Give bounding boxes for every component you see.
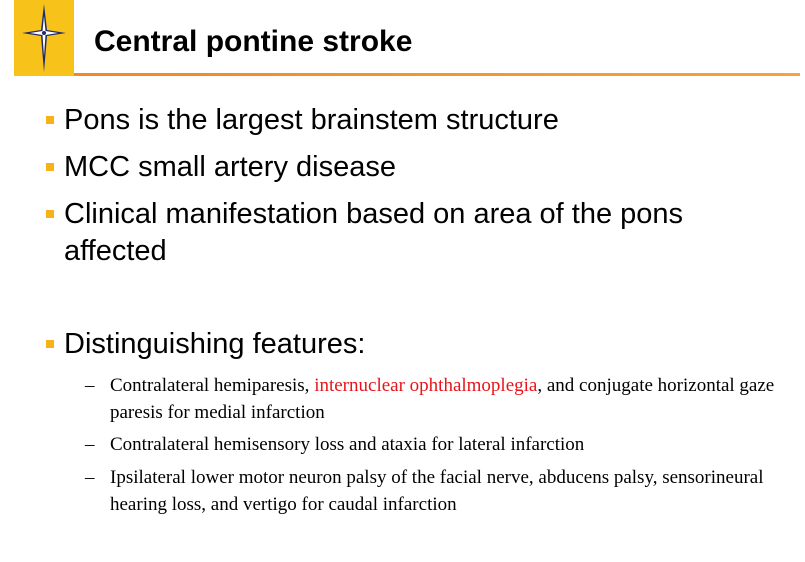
sub-bullet-text [110,375,774,423]
bullet-item [64,149,784,186]
sub-bullet-text: Contralateral hemisensory loss and ataxia for lateral infarction [110,434,585,455]
highlighted-term: internuclear ophthalmoplegia [314,375,538,396]
bullet-square-icon [46,116,54,124]
sub-bullet-item [85,464,780,518]
bullet-square-icon [46,210,54,218]
bullet-text: Pons is the largest brainstem structure [64,104,559,136]
compass-star-icon [14,0,74,76]
sub-bullet-text-end: , and conjugate horizontal gaze paresis for medial infarction [110,375,775,423]
bullet-item [64,196,784,270]
sub-bullet-text: Ipsilateral lower motor neuron palsy of the facial nerve, abducens palsy, sensorineural hearing loss, and vertigo for caudal infarction [110,467,764,515]
sub-bullet-text-start: Contralateral hemiparesis, [110,375,315,396]
sub-bullet-item [85,372,780,426]
bullet-text: Clinical manifestation based on area of the pons affected [64,198,684,267]
title-underline [74,73,800,76]
bullet-text: Distinguishing features: [64,328,366,360]
dash-marker: – [85,467,95,488]
logo-box [14,0,74,76]
bullet-square-icon [46,163,54,171]
sub-bullet-item [85,431,780,458]
dash-marker: – [85,434,95,455]
dash-marker: – [85,375,95,396]
bullet-item [64,102,784,139]
bullet-text: MCC small artery disease [64,151,396,183]
bullet-square-icon [46,340,54,348]
bullet-item [64,326,784,363]
slide-title: Central pontine stroke [94,25,413,58]
